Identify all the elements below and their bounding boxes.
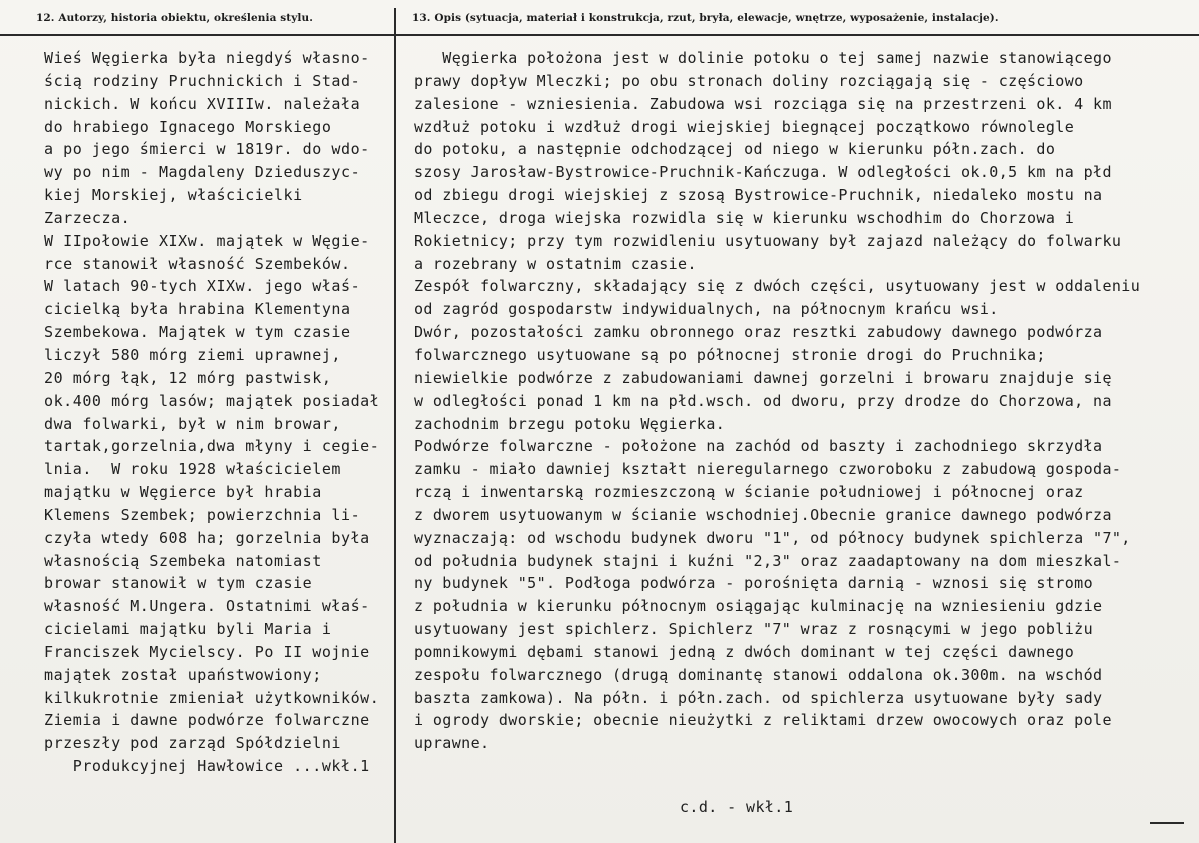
history-line: majątku w Węgierce był hrabia	[44, 483, 322, 502]
history-line: własność M.Ungera. Ostatnimi właś-	[44, 597, 370, 616]
description-line: uprawne.	[414, 734, 490, 753]
description-line: zamku - miało dawniej kształt nieregularnego czworoboku z zabudową gospoda-	[414, 460, 1122, 479]
history-line: W IIpołowie XIXw. majątek w Węgie-	[44, 231, 370, 250]
history-line: kiej Morskiej, właścicielki	[44, 186, 303, 205]
section-13-heading: 13. Opis (sytuacja, materiał i konstrukcja, rzut, bryła, elewacje, wnętrze, wyposażenie, instalacje).	[412, 12, 999, 24]
history-line: dwa folwarki, był w nim browar,	[44, 414, 342, 433]
description-line: zalesione - wzniesienia. Zabudowa wsi rozciąga się na przestrzeni ok. 4 km	[414, 94, 1112, 113]
history-line: własnością Szembeka natomiast	[44, 551, 322, 570]
description-line: wyznaczają: od wschodu budynek dworu "1", od północy budynek spichlerza "7",	[414, 528, 1131, 547]
history-line: Klemens Szembek; powierzchnia li-	[44, 505, 361, 524]
section-12-heading: 12. Autorzy, historia obiektu, określenia stylu.	[36, 12, 314, 24]
history-line: Ziemia i dawne podwórze folwarczne	[44, 711, 370, 730]
history-line: Produkcyjnej Hawłowice ...wkł.1	[44, 757, 370, 776]
description-line: pomnikowymi dębami stanowi jedną z dwóch dominant w tej części dawnego	[414, 642, 1075, 661]
history-line: rce stanowił własność Szembeków.	[44, 254, 351, 273]
description-line: baszta zamkowa). Na półn. i półn.zach. od spichlerza usytuowane były sady	[414, 688, 1103, 707]
description-line: Dwór, pozostałości zamku obronnego oraz resztki zabudowy dawnego podwórza	[414, 323, 1103, 342]
header-rule	[0, 34, 1199, 36]
history-line: ścią rodziny Pruchnickich i Stad-	[44, 71, 361, 90]
history-line: Szembekowa. Majątek w tym czasie	[44, 323, 351, 342]
history-column	[44, 47, 389, 778]
description-line: usytuowany jest spichlerz. Spichlerz "7" wraz z rosnącymi w jego pobliżu	[414, 620, 1094, 639]
column-divider	[394, 8, 396, 843]
history-line: wy po nim - Magdaleny Dzieduszyc-	[44, 163, 361, 182]
description-line: i ogrody dworskie; obecnie nieużytki z reliktami drzew owocowych oraz pole	[414, 711, 1112, 730]
description-line: zespołu folwarcznego (drugą dominantę stanowi oddalona ok.300m. na wschód	[414, 665, 1103, 684]
description-line: Zespół folwarczny, składający się z dwóch części, usytuowany jest w oddaleniu	[414, 277, 1141, 296]
description-line: od południa budynek stajni i kuźni "2,3" oraz zaadaptowany na dom mieszkal-	[414, 551, 1122, 570]
history-line: a po jego śmierci w 1819r. do wdo-	[44, 140, 370, 159]
description-line: z dworem usytuowanym w ścianie wschodniej.Obecnie granice dawnego podwórza	[414, 505, 1112, 524]
description-line: rczą i inwentarską rozmieszczoną w ścianie południowej i północnej oraz	[414, 483, 1084, 502]
history-line: cicielami majątku byli Maria i	[44, 620, 332, 639]
description-line: zachodnim brzegu potoku Węgierka.	[414, 414, 726, 433]
history-line: Wieś Węgierka była niegdyś własno-	[44, 49, 370, 67]
description-line: prawy dopływ Mleczki; po obu stronach doliny rozciągają się - częściowo	[414, 71, 1084, 90]
history-line: przeszły pod zarząd Spółdzielni	[44, 734, 342, 753]
history-line: do hrabiego Ignacego Morskiego	[44, 117, 332, 136]
description-line: Węgierka położona jest w dolinie potoku o tej samej nazwie stanowiącego	[414, 49, 1112, 67]
history-line: Franciszek Mycielscy. Po II wojnie	[44, 642, 370, 661]
description-line: z południa w kierunku północnym osiągając kulminację na wzniesieniu gdzie	[414, 597, 1103, 616]
margin-rule	[1150, 822, 1184, 824]
history-line: lnia. W roku 1928 właścicielem	[44, 460, 342, 479]
history-line: W latach 90-tych XIXw. jego właś-	[44, 277, 361, 296]
description-line: niewielkie podwórze z zabudowaniami dawnej gorzelni i browaru znajduje się	[414, 368, 1112, 387]
description-line: od zagród gospodarstw indywidualnych, na północnym krańcu wsi.	[414, 300, 999, 319]
history-line: majątek został upaństwowiony;	[44, 665, 322, 684]
history-line: Zarzecza.	[44, 208, 131, 227]
description-column	[414, 47, 1194, 755]
description-line: a rozebrany w ostatnim czasie.	[414, 254, 697, 273]
history-line: kilkukrotnie zmieniał użytkowników.	[44, 688, 380, 707]
description-line: wzdłuż potoku i wzdłuż drogi wiejskiej biegnącej początkowo równolegle	[414, 117, 1075, 136]
history-line: nickich. W końcu XVIIIw. należała	[44, 94, 361, 113]
description-line: Rokietnicy; przy tym rozwidleniu usytuowany był zajazd należący do folwarku	[414, 231, 1122, 250]
history-line: 20 mórg łąk, 12 mórg pastwisk,	[44, 368, 332, 387]
history-line: czyła wtedy 608 ha; gorzelnia była	[44, 528, 370, 547]
description-line: folwarcznego usytuowane są po północnej stronie drogi do Pruchnika;	[414, 345, 1046, 364]
history-line: browar stanowił w tym czasie	[44, 574, 313, 593]
description-line: od zbiegu drogi wiejskiej z szosą Bystrowice-Pruchnik, niedaleko mostu na	[414, 186, 1103, 205]
history-line: cicielką była hrabina Klementyna	[44, 300, 351, 319]
description-line: Podwórze folwarczne - położone na zachód od baszty i zachodniego skrzydła	[414, 437, 1103, 456]
history-line: ok.400 mórg lasów; majątek posiadał	[44, 391, 380, 410]
description-line: do potoku, a następnie odchodzącej od niego w kierunku półn.zach. do	[414, 140, 1056, 159]
description-line: ny budynek "5". Podłoga podwórza - porośnięta darnią - wznosi się stromo	[414, 574, 1094, 593]
continuation-note: c.d. - wkł.1	[680, 798, 794, 816]
history-line: liczył 580 mórg ziemi uprawnej,	[44, 345, 342, 364]
description-line: Mleczce, droga wiejska rozwidla się w kierunku wschodhim do Chorzowa i	[414, 208, 1075, 227]
description-line: w odległości ponad 1 km na płd.wsch. od dworu, przy drodze do Chorzowa, na	[414, 391, 1112, 410]
history-line: tartak,gorzelnia,dwa młyny i cegie-	[44, 437, 380, 456]
description-line: szosy Jarosław-Bystrowice-Pruchnik-Kańczuga. W odległości ok.0,5 km na płd	[414, 163, 1112, 182]
